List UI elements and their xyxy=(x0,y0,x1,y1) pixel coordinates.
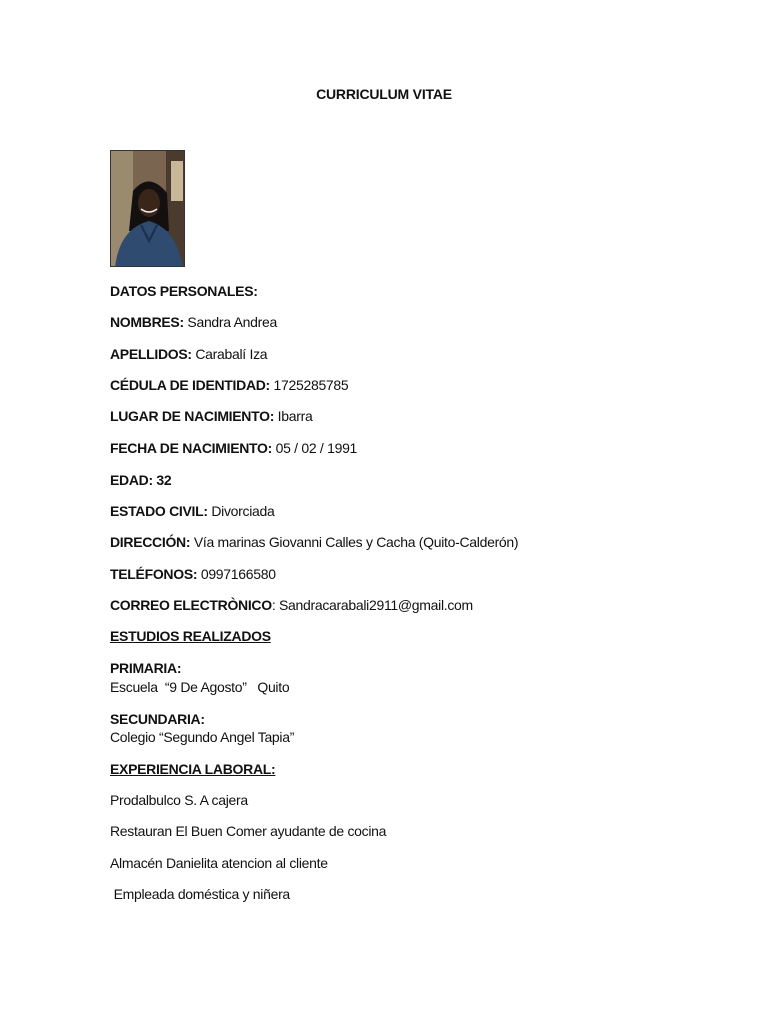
personal-data-heading: DATOS PERSONALES: xyxy=(110,283,258,299)
field-cedula xyxy=(110,377,348,393)
field-label: CÉDULA DE IDENTIDAD: xyxy=(110,377,270,393)
field-label: TELÉFONOS: xyxy=(110,566,198,582)
experience-heading: EXPERIENCIA LABORAL: xyxy=(110,761,276,777)
field-edad xyxy=(110,472,171,488)
experience-item: Restauran El Buen Comer ayudante de cocina xyxy=(110,823,387,839)
primary-value: Escuela “9 De Agosto” Quito xyxy=(110,679,290,695)
field-label: DIRECCIÓN: xyxy=(110,534,191,550)
field-value: Vía marinas Giovanni Calles y Cacha (Quito-Calderón) xyxy=(193,534,519,550)
field-value: 0997166580 xyxy=(200,566,276,582)
field-correo xyxy=(110,597,473,613)
field-nombres xyxy=(110,314,277,330)
field-value: Ibarra xyxy=(277,408,313,424)
primary-label: PRIMARIA: xyxy=(110,660,182,676)
field-label: CORREO ELECTRÒNICO xyxy=(110,597,272,613)
experience-item: Prodalbulco S. A cajera xyxy=(110,792,248,808)
field-telefonos xyxy=(110,566,276,582)
field-label: ESTADO CIVIL: xyxy=(110,503,208,519)
field-label: APELLIDOS: xyxy=(110,346,192,362)
field-label: FECHA DE NACIMIENTO: xyxy=(110,440,273,456)
field-lugar-nacimiento xyxy=(110,408,312,424)
secondary-label: SECUNDARIA: xyxy=(110,711,205,727)
field-value: Sandra Andrea xyxy=(187,314,277,330)
field-estado-civil xyxy=(110,503,274,519)
field-label: EDAD: 32 xyxy=(110,472,172,488)
field-value: 1725285785 xyxy=(273,377,349,393)
field-value: 05 / 02 / 1991 xyxy=(275,440,358,456)
experience-item: Almacén Danielita atencion al cliente xyxy=(110,855,328,871)
document-title: CURRICULUM VITAE xyxy=(316,86,452,102)
field-fecha-nacimiento xyxy=(110,440,357,456)
studies-heading: ESTUDIOS REALIZADOS xyxy=(110,628,271,644)
field-value: : Sandracarabali2911@gmail.com xyxy=(271,597,473,613)
field-label: NOMBRES: xyxy=(110,314,184,330)
field-value: Divorciada xyxy=(211,503,275,519)
field-apellidos xyxy=(110,346,267,362)
secondary-value: Colegio “Segundo Angel Tapia” xyxy=(110,729,295,745)
field-value: Carabalí Iza xyxy=(195,346,268,362)
experience-item: Empleada doméstica y niñera xyxy=(110,886,290,902)
profile-photo xyxy=(110,150,185,267)
field-direccion xyxy=(110,534,518,550)
field-label: LUGAR DE NACIMIENTO: xyxy=(110,408,275,424)
